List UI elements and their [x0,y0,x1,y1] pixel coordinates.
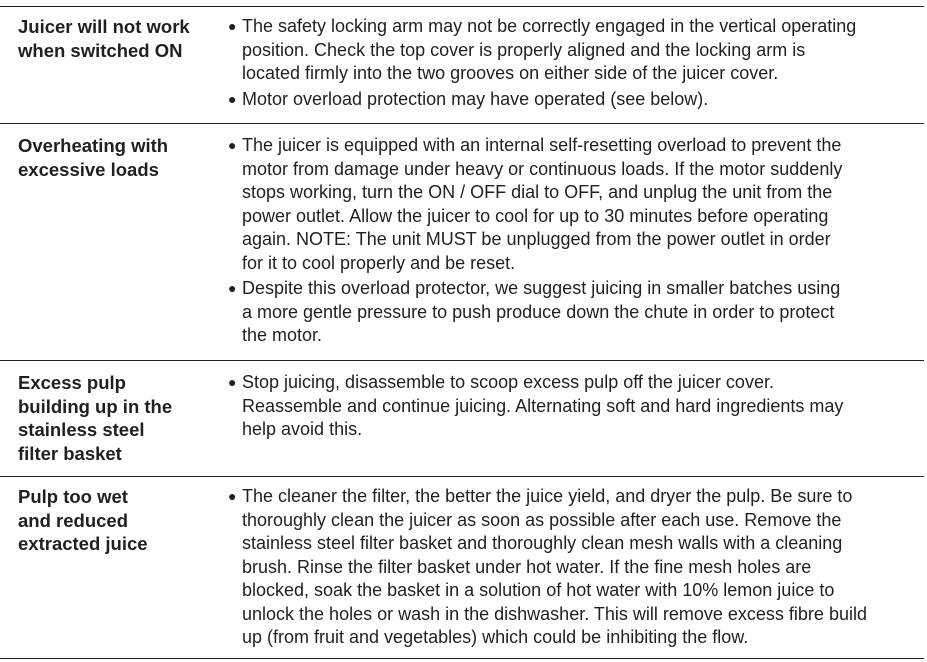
bullet-icon: ● [228,488,237,504]
bullet-icon: ● [228,137,237,153]
table-rule [0,658,924,659]
problem-label: Juicer will not work when switched ON [18,16,190,61]
solution-item: ● The safety locking arm may not be correctly engaged in the vertical operating position. Check the top cover is properly aligned and the locking arm is located firmly into the two grooves on either side of the juicer cover. [228,16,857,83]
bullet-icon: ● [228,90,237,107]
solution-item: ● Despite this overload protector, we suggest juicing in smaller batches using a more gentle pressure to push produce down the chute in order to protect the motor. [228,278,841,345]
solution-item: ● The cleaner the filter, the better the juice yield, and dryer the pulp. Be sure to thoroughly clean the juicer as soon as possible after each use. Remove the stainless steel filter basket and thoroughly clean mesh walls with a cleaning brush. Rinse the filter basket under hot water. If the fine mesh holes are blocked, soak the basket in a solution of hot water with 10% lemon juice to unlock the holes or wash in the dishwasher. This will remove excess fibre build up (from fruit and vegetables) which could be inhibiting the flow. [228,486,867,647]
problem-label: Excess pulp building up in the stainless steel filter basket [18,372,173,464]
table-rule [0,123,924,124]
solution-item: ● The juicer is equipped with an internal self-resetting overload to prevent the motor from damage under heavy or continuous loads. If the motor suddenly stops working, turn the ON / OFF dial to OFF, and unplug the unit from the power outlet. Allow the juicer to cool for up to 30 minutes before operating again. NOTE: The unit MUST be unplugged from the power outlet in order for it to cool properly and be reset. [228,135,843,273]
bullet-icon: ● [228,374,237,390]
problem-label: Pulp too wet and reduced extracted juice [18,486,148,554]
table-rule [0,476,924,477]
bullet-icon: ● [228,18,237,34]
solution-list [228,15,918,113]
table-rule [0,6,924,7]
bullet-icon: ● [228,280,237,296]
solution-item: ● Motor overload protection may have operated (see below). [228,88,918,112]
solution-item: ● Stop juicing, disassemble to scoop excess pulp off the juicer cover. Reassemble and continue juicing. Alternating soft and hard ingredients may help avoid this. [228,372,844,439]
solution-list [228,134,918,350]
problem-label: Overheating with excessive loads [18,135,169,180]
solution-list [228,371,918,444]
table-rule [0,360,924,361]
solution-list [228,485,918,652]
